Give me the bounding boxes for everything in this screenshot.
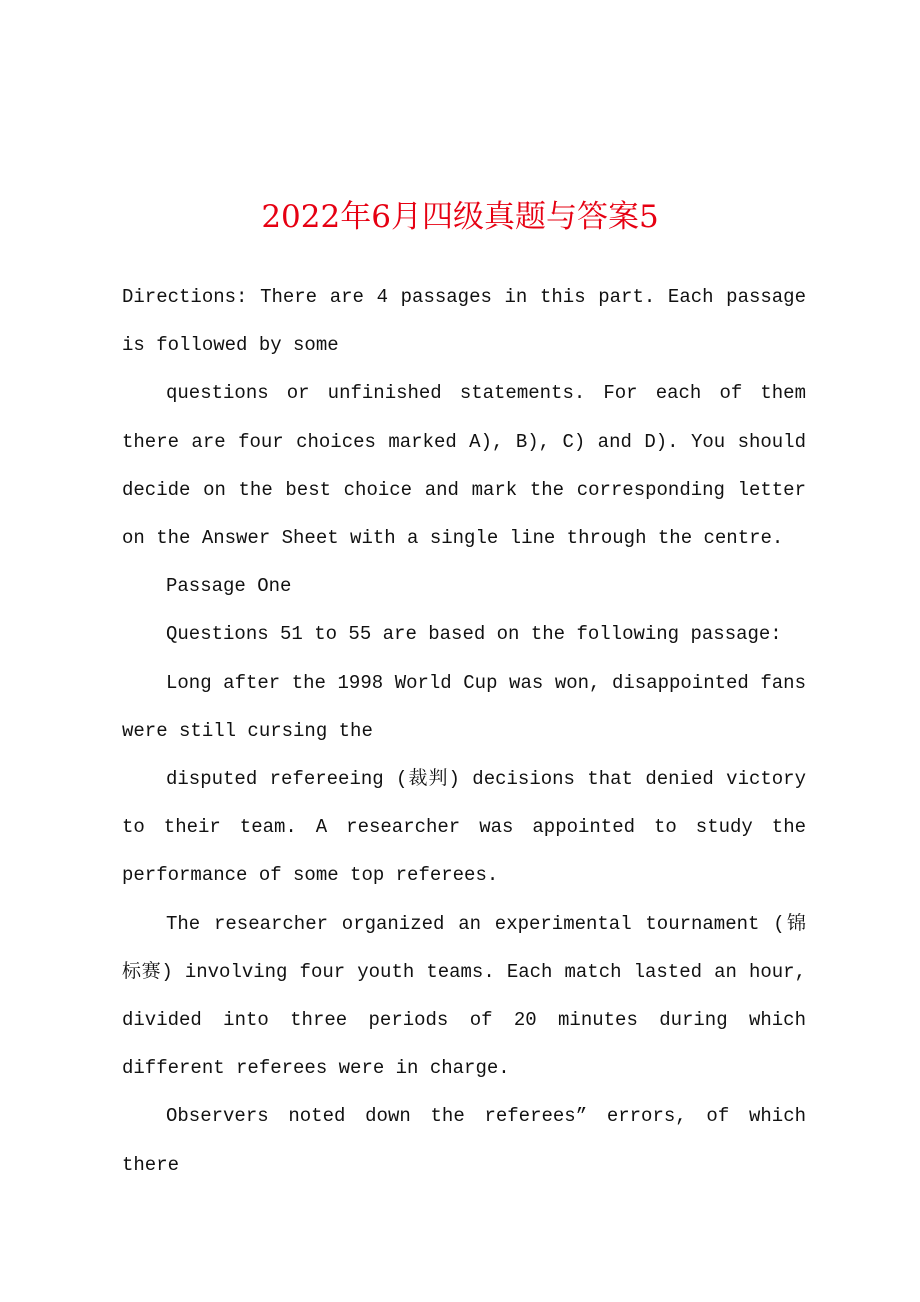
paragraph-world-cup: Long after the 1998 World Cup was won, disappointed fans were still cursing the (122, 671, 806, 742)
paragraph-tournament: The researcher organized an experimental tournament (锦标赛) involving four youth teams. Each match lasted an hour, divided into three periods of 20 minutes during which different referees were in charge. (122, 912, 806, 1080)
questions-intro: Questions 51 to 55 are based on the following passage: (166, 623, 782, 646)
passage-heading: Passage One (166, 575, 292, 598)
document-title: 2022年6月四级真题与答案5 (261, 199, 659, 235)
document-body (122, 273, 806, 1189)
paragraph-directions-continued: questions or unfinished statements. For each of them there are four choices marked A), B), C) and D). You should decide on the best choice and mark the corresponding letter on the Answer Sheet with a single line through the centre. (122, 382, 806, 550)
paragraph-observers: Observers noted down the referees” errors, of which there (122, 1105, 806, 1176)
paragraph-directions: Directions: There are 4 passages in this part. Each passage is followed by some (122, 286, 806, 357)
paragraph-refereeing: disputed refereeing (裁判) decisions that denied victory to their team. A researcher was appointed to study the performance of some top referees. (122, 768, 806, 887)
